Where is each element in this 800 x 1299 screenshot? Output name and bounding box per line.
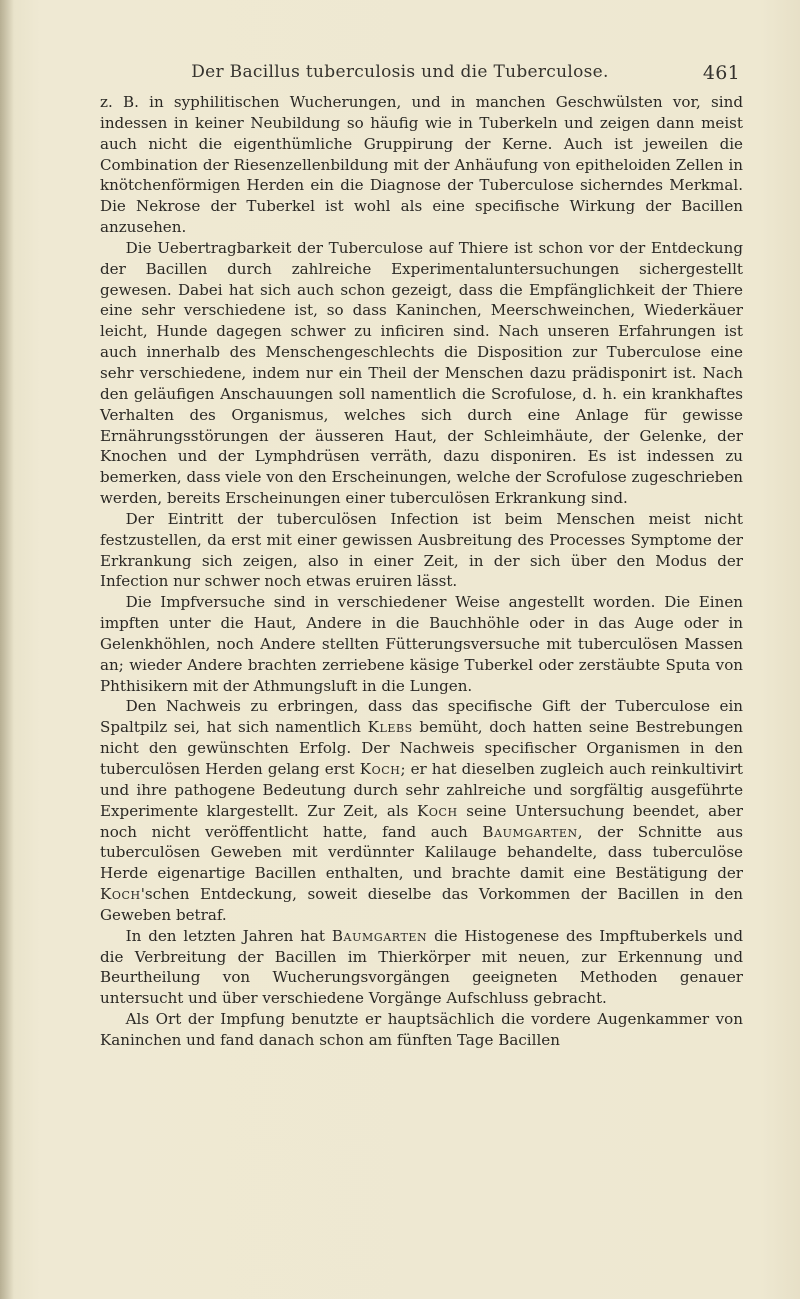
- paragraph-3: Der Eintritt der tuberculösen Infection ist beim Menschen meist nicht festzustellen, da erst mit einer gewissen Ausbreitung des Processes Symptome der Erkrankung sich zeigen, also in einer Zeit, in der sich über den Modus der Infection nur schwer noch etwas eruiren lässt.: [100, 509, 743, 591]
- paragraph-1: z. B. in syphilitischen Wucherungen, und in manchen Geschwülsten vor, sind indessen in keiner Neubildung so häufig wie in Tuberkeln und zeigen dann meist auch nicht die eigenthümliche Gruppirung der Kerne. Auch ist jeweilen die Combination der Riesenzellenbildung mit der Anhäufung von epitheloiden Zellen in knötchenförmigen Herden ein die Diagnose der Tuberculose sicherndes Merkmal. Die Nekrose der Tuberkel ist wohl als eine specifische Wirkung der Bacillen anzusehen.: [100, 93, 743, 237]
- gutter-shadow: [0, 0, 14, 1299]
- running-title: Der Bacillus tuberculosis und die Tuberculose.: [191, 62, 609, 82]
- body-text: [100, 92, 743, 1051]
- paragraph-7: Als Ort der Impfung benutzte er hauptsächlich die vordere Augenkammer von Kaninchen und fand danach schon am fünften Tage Bacillen: [100, 1010, 743, 1049]
- paragraph-4: Die Impfversuche sind in verschiedener Weise angestellt worden. Die Einen impften unter die Haut, Andere in die Bauchhöhle oder in das Auge oder in Gelenkhöhlen, noch Andere stellten Fütterungsversuche mit tuberculösen Massen an; wieder Andere brachten zerriebene käsige Tuberkel oder zerstäubte Sputa von Phthisikern mit der Athmungsluft in die Lungen.: [100, 593, 743, 695]
- paragraph-6: In den letzten Jahren hat Baumgarten die Histogenese des Impftuberkels und die Verbreitung der Bacillen im Thierkörper mit neuen, zur Erkennung und Beurtheilung von Wucherungsvorgängen geeigneten Methoden genauer untersucht und über verschiedene Vorgänge Aufschluss gebracht.: [100, 926, 743, 1008]
- paragraph-2: Die Uebertragbarkeit der Tuberculose auf Thiere ist schon vor der Entdeckung der Bacillen durch zahlreiche Experimentaluntersuchungen sichergestellt gewesen. Dabei hat sich auch schon gezeigt, dass die Empfänglichkeit der Thiere eine sehr verschiedene ist, so dass Kaninchen, Meerschweinchen, Wiederkäuer leicht, Hunde dagegen schwer zu inficiren sind. Nach unseren Erfahrungen ist auch innerhalb des Menschengeschlechts die Disposition zur Tuberculose eine sehr verschiedene, indem nur ein Theil der Menschen dazu prädisponirt ist. Nach den geläufigen Anschauungen soll namentlich die Scrofulose, d. h. ein krankhaftes Verhalten des Organismus, welches sich durch eine Anlage für gewisse Ernährungsstörungen der äusseren Haut, der Schleimhäute, der Gelenke, der Knochen und der Lymphdrüsen verräth, dazu disponiren. Es ist indessen zu bemerken, dass viele von den Erscheinungen, welche der Scrofulose zugeschrieben werden, bereits Erscheinungen einer tuberculösen Erkrankung sind.: [100, 238, 743, 508]
- page-number: 461: [702, 62, 740, 84]
- paragraph-5: Den Nachweis zu erbringen, dass das specifische Gift der Tuberculose ein Spaltpilz sei, hat sich namentlich Klebs bemüht, doch hatten seine Bestrebungen nicht den gewünschten Erfolg. Der Nachweis specifischer Organismen in den tuberculösen Herden gelang erst Koch; er hat dieselben zugleich auch reinkultivirt und ihre pathogene Bedeutung durch sehr zahlreiche und sorgfältig ausgeführte Experimente klargestellt. Zur Zeit, als Koch seine Untersuchung beendet, aber noch nicht veröffentlicht hatte, fand auch Baumgarten, der Schnitte aus tuberculösen Geweben mit verdünnter Kalilauge behandelte, dass tuberculöse Herde eigenartige Bacillen enthalten, und brachte damit eine Bestätigung der Koch'schen Entdeckung, soweit dieselbe das Vorkommen der Bacillen in den Geweben betraf.: [100, 697, 743, 924]
